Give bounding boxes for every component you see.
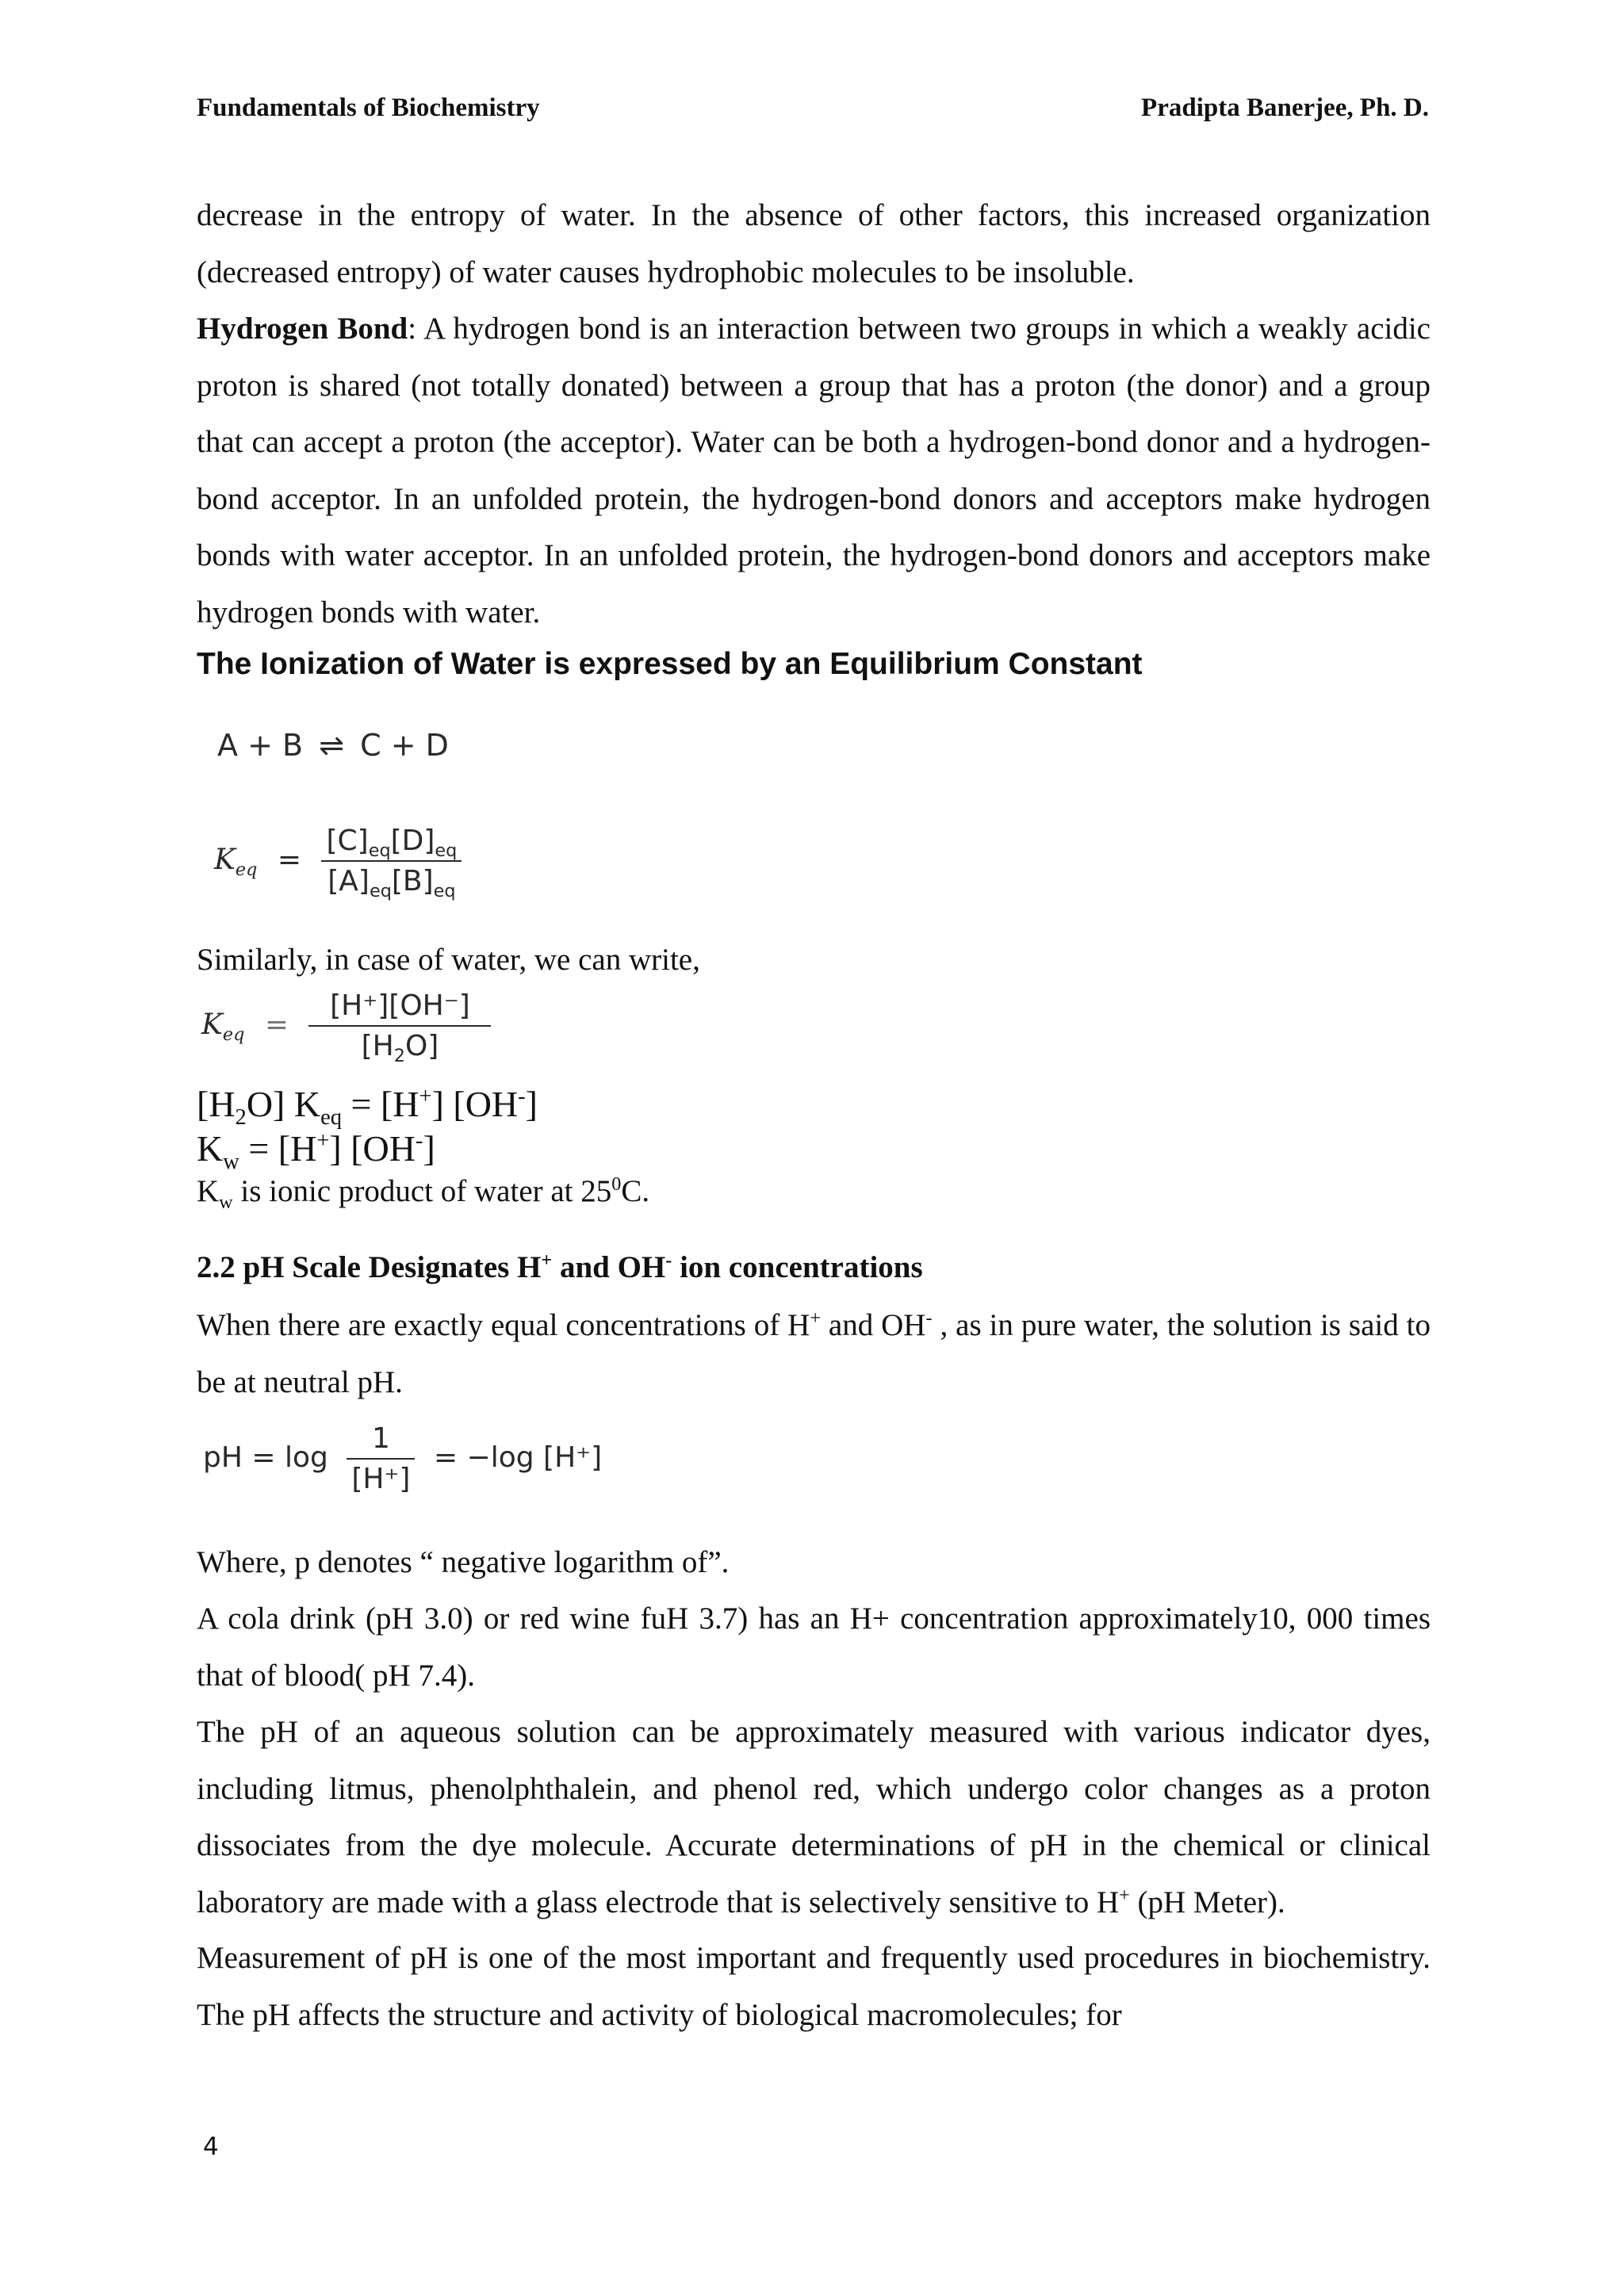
- paragraph-measurement: Measurement of pH is one of the most important and frequently used procedures in biochemistry. The pH affects the structure and activity of biological macromolecules; for: [197, 1941, 1431, 2032]
- ph-numerator: 1: [371, 1422, 390, 1455]
- k-symbol: K: [201, 1008, 223, 1041]
- ph-definition-equation: [203, 1422, 602, 1495]
- paragraph-neutral-ph: When there are exactly equal concentrations of H+ and OH- , as in pure water, the solution is said to be at neutral pH.: [197, 1307, 1431, 1399]
- paragraph-cola: A cola drink (pH 3.0) or red wine fuH 3.7) has an H+ concentration approximately10, 000 times that of blood( pH 7.4).: [197, 1601, 1431, 1693]
- equals-sign: =: [264, 1008, 289, 1041]
- running-header-author: Pradipta Banerjee, Ph. D.: [1141, 94, 1429, 122]
- ph-fraction: [347, 1422, 415, 1495]
- denominator-a: [A]: [327, 865, 370, 897]
- water-numerator: [H⁺][OH⁻]: [330, 989, 470, 1022]
- paragraph-entropy: decrease in the entropy of water. In the absence of other factors, this increased organization (decreased entropy) of water causes hydrophobic molecules to be insoluble.: [197, 198, 1431, 289]
- page-number: 4: [203, 2133, 219, 2161]
- term-hydrogen-bond: Hydrogen Bond: [197, 312, 408, 346]
- keq-general-equation: $K_{eq}$ = $\frac{[C]_{eq}[D]_{eq}}{[A]_{eq}[B]_{eq}}$: [214, 825, 462, 897]
- reaction-equation: [217, 728, 449, 763]
- paragraph-indicator: The pH of an aqueous solution can be approximately measured with various indicator dyes, including litmus, phenolphthalein, and phenol red, which undergo color changes as a proton dissociates from the dye molecule. Accurate determinations of pH in the chemical or clinical laboratory are made with a glass electrode that is selectively sensitive to H+ (pH Meter).: [197, 1715, 1431, 1919]
- running-header-title: Fundamentals of Biochemistry: [197, 94, 540, 122]
- equilibrium-arrow-icon: ⇌: [319, 728, 344, 763]
- water-keq-product-equation: $[H_2O] K_{eq} = [H^+]$ [OH-]: [197, 1084, 538, 1131]
- k-symbol: K: [214, 844, 236, 876]
- ionization-heading: The Ionization of Water is expressed by an Equilibrium Constant: [197, 647, 1143, 681]
- where-line: Where, p denotes “ negative logarithm of”.: [197, 1545, 730, 1579]
- similarly-line: Similarly, in case of water, we can write,: [197, 943, 700, 977]
- ph-denominator: [H⁺]: [351, 1463, 411, 1495]
- keq-fraction: $\frac{[C]_{eq}[D]_{eq}}{[A]_{eq}[B]_{eq}}$: [321, 825, 462, 897]
- hydrogen-bond-text: : A hydrogen bond is an interaction between two groups in which a weakly acidic proton is shared (not totally donated) between a group that has a proton (the donor) and a group that can accept a proton (the acceptor). Water can be both a hydrogen-bond donor and a hydrogen-bond acceptor. In an unfolded protein, the hydrogen-bond donors and acceptors make hydrogen bonds with water acceptor. In an unfolded protein, the hydrogen-bond donors and acceptors make hydrogen bonds with water.: [197, 312, 1431, 629]
- water-denominator: [H: [361, 1030, 394, 1062]
- equals-sign: =: [277, 844, 302, 876]
- section-heading-ph-scale: 2.2 pH Scale Designates H+ and OH- ion concentrations: [197, 1249, 923, 1284]
- numerator-d: [D]: [390, 825, 435, 857]
- kw-equation: $K_w = [H^+]$ [OH-]: [197, 1128, 435, 1175]
- ph-log-label: pH = log: [203, 1441, 328, 1474]
- products: C + D: [360, 728, 449, 763]
- reactants: A + B: [217, 728, 304, 763]
- denominator-b: [B]: [391, 865, 434, 897]
- keq-water-fraction: $\frac{[H^+][OH^-]}{[H_2O]}$: [308, 989, 491, 1062]
- ph-neg-log: = −log [H⁺]: [433, 1441, 603, 1474]
- paragraph-hydrogen-bond: [197, 300, 1431, 641]
- numerator-c: [C]: [326, 825, 369, 857]
- keq-water-equation: $K_{eq}$ = $\frac{[H^+][OH^-]}{[H_2O]}$: [201, 989, 491, 1062]
- kw-definition: $K_w$ is ionic product of water at $25^0C$.: [197, 1173, 650, 1213]
